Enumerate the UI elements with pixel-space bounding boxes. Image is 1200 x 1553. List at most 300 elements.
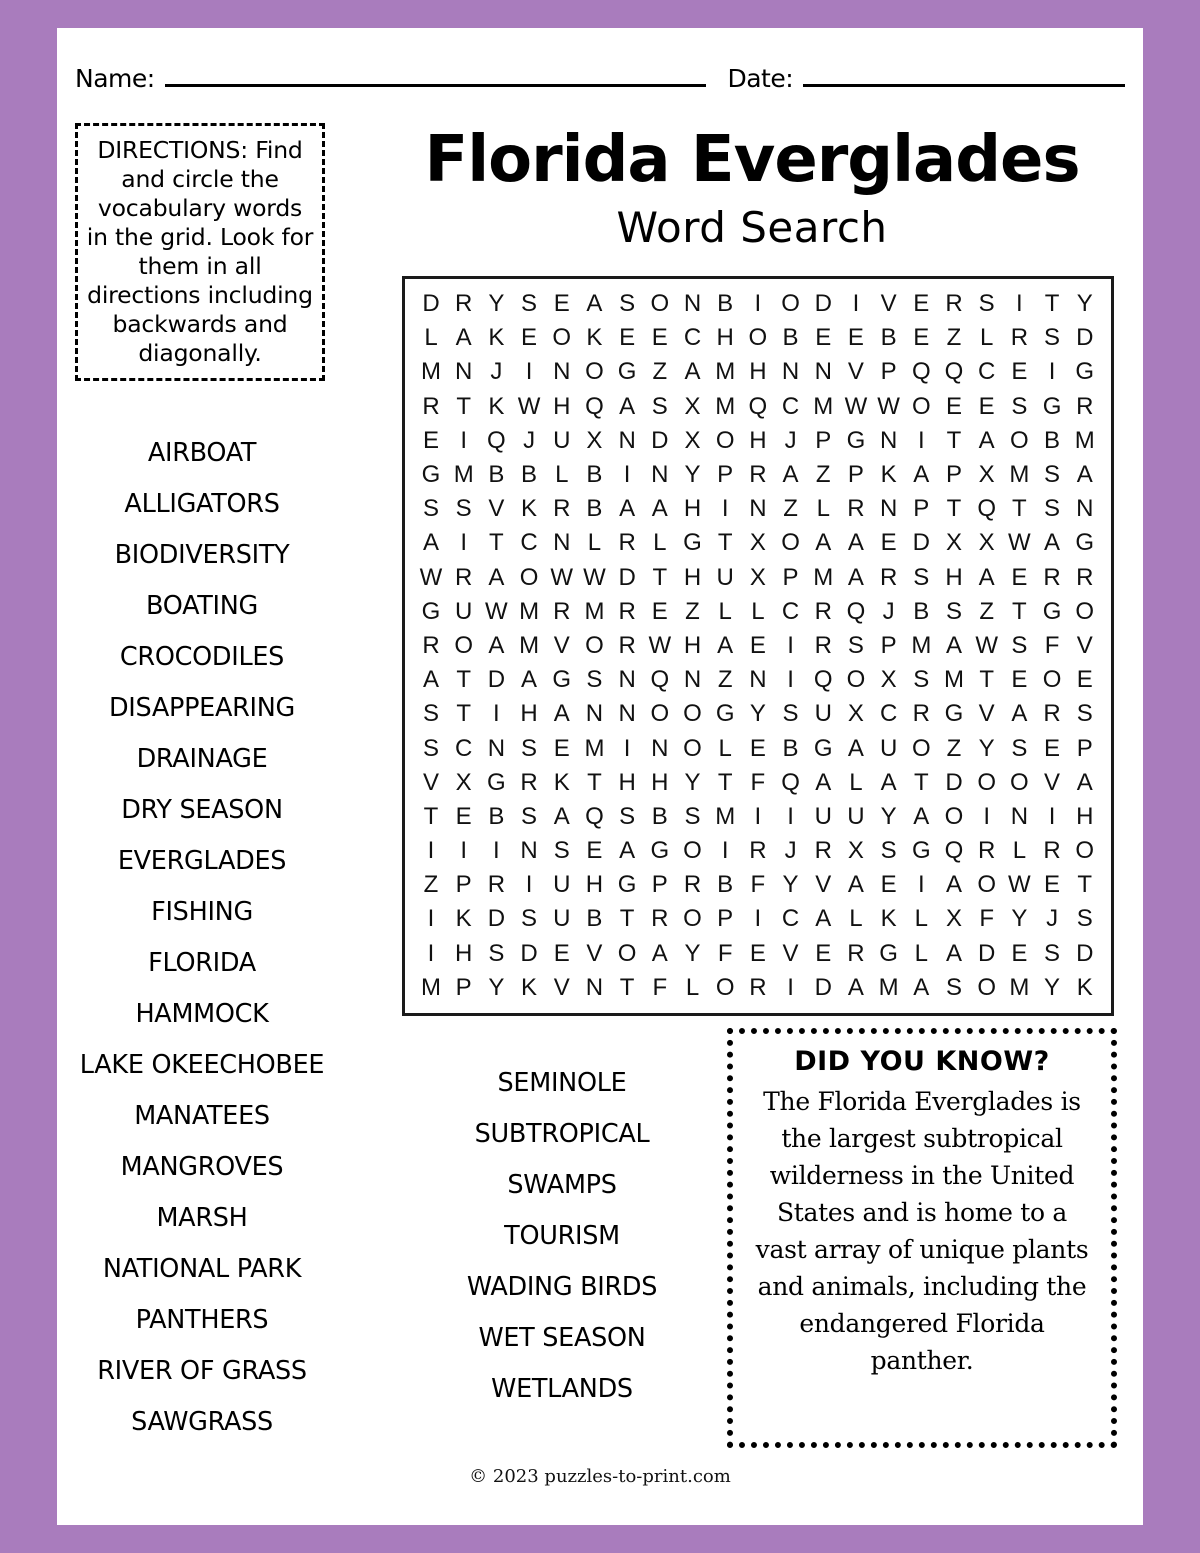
word-list-item[interactable]: PANTHERS (135, 1305, 269, 1335)
grid-letter[interactable]: V (880, 290, 897, 318)
word-list-item[interactable]: RIVER OF GRASS (97, 1356, 307, 1386)
grid-letter[interactable]: A (913, 973, 930, 1001)
grid-letter[interactable]: S (553, 837, 570, 865)
grid-letter[interactable]: W (419, 563, 443, 591)
grid-letter[interactable]: L (685, 973, 700, 1001)
grid-letter[interactable]: S (880, 837, 897, 865)
grid-letter[interactable]: I (623, 734, 631, 762)
grid-letter[interactable]: M (813, 563, 834, 591)
grid-letter[interactable]: Y (978, 734, 995, 762)
grid-letter[interactable]: P (880, 631, 897, 659)
grid-letter[interactable]: X (945, 529, 962, 557)
grid-letter[interactable]: X (684, 392, 701, 420)
grid-letter[interactable]: E (1044, 734, 1061, 762)
grid-letter[interactable]: H (553, 392, 571, 420)
grid-letter[interactable]: R (1076, 392, 1094, 420)
grid-letter[interactable]: P (717, 461, 734, 489)
grid-letter[interactable]: L (849, 905, 863, 933)
grid-letter[interactable]: Q (944, 358, 964, 386)
grid-letter[interactable]: G (846, 426, 866, 454)
grid-letter[interactable]: N (651, 461, 669, 489)
grid-letter[interactable]: V (553, 973, 570, 1001)
word-list-item[interactable]: HAMMOCK (135, 999, 269, 1029)
grid-letter[interactable]: X (945, 905, 962, 933)
grid-letter[interactable]: G (879, 939, 898, 967)
grid-letter[interactable]: E (1076, 666, 1093, 694)
grid-letter[interactable]: D (978, 939, 996, 967)
grid-letter[interactable]: F (750, 768, 766, 796)
grid-letter[interactable]: R (1043, 563, 1061, 591)
grid-letter[interactable]: E (1044, 871, 1061, 899)
word-list-item[interactable]: MANGROVES (120, 1152, 284, 1182)
grid-letter[interactable]: Y (880, 802, 897, 830)
grid-letter[interactable]: Q (650, 666, 670, 694)
grid-letter[interactable]: E (619, 324, 636, 352)
grid-letter[interactable]: H (945, 563, 963, 591)
grid-letter[interactable]: I (983, 802, 991, 830)
grid-letter[interactable]: O (781, 290, 800, 318)
grid-letter[interactable]: T (619, 905, 635, 933)
grid-letter[interactable]: I (427, 837, 435, 865)
grid-letter[interactable]: H (455, 939, 473, 967)
grid-letter[interactable]: S (521, 802, 538, 830)
grid-letter[interactable]: O (683, 905, 702, 933)
grid-letter[interactable]: U (814, 700, 832, 728)
grid-letter[interactable]: I (754, 290, 762, 318)
grid-letter[interactable]: C (520, 529, 538, 557)
grid-letter[interactable]: L (718, 597, 732, 625)
grid-letter[interactable]: K (1076, 973, 1093, 1001)
grid-letter[interactable]: V (978, 700, 995, 728)
grid-letter[interactable]: R (553, 597, 571, 625)
grid-letter[interactable]: A (455, 324, 472, 352)
grid-letter[interactable]: A (847, 529, 864, 557)
grid-letter[interactable]: G (683, 529, 702, 557)
grid-letter[interactable]: D (487, 666, 506, 694)
grid-letter[interactable]: Y (1076, 290, 1093, 318)
grid-letter[interactable]: H (683, 631, 702, 659)
grid-letter[interactable]: O (1010, 426, 1029, 454)
grid-letter[interactable]: T (1044, 290, 1060, 318)
word-search-grid[interactable] (402, 276, 1114, 1016)
grid-letter[interactable]: A (815, 768, 832, 796)
grid-letter[interactable]: B (586, 495, 603, 523)
grid-letter[interactable]: T (1012, 495, 1027, 523)
grid-letter[interactable]: P (1076, 734, 1093, 762)
grid-letter[interactable]: Z (652, 358, 668, 386)
grid-letter[interactable]: Q (911, 358, 931, 386)
grid-letter[interactable]: R (814, 597, 832, 625)
grid-letter[interactable]: B (586, 905, 603, 933)
grid-letter[interactable]: G (487, 768, 506, 796)
grid-letter[interactable]: I (917, 426, 925, 454)
grid-letter[interactable]: S (945, 973, 962, 1001)
grid-letter[interactable]: R (422, 631, 440, 659)
grid-letter[interactable]: U (455, 597, 473, 625)
word-list-item[interactable]: AIRBOAT (147, 438, 257, 468)
grid-letter[interactable]: U (879, 734, 898, 762)
grid-letter[interactable]: G (813, 734, 833, 762)
grid-letter[interactable]: U (553, 426, 571, 454)
grid-letter[interactable]: B (1044, 426, 1061, 454)
grid-letter[interactable]: D (618, 563, 636, 591)
grid-letter[interactable]: L (587, 529, 602, 557)
word-list-item[interactable]: SAWGRASS (131, 1407, 273, 1437)
grid-letter[interactable]: A (1011, 700, 1028, 728)
grid-letter[interactable]: P (651, 871, 668, 899)
grid-letter[interactable]: C (683, 324, 702, 352)
grid-letter[interactable]: T (946, 426, 962, 454)
grid-letter[interactable]: L (1012, 837, 1027, 865)
grid-letter[interactable]: B (521, 461, 538, 489)
grid-letter[interactable]: G (617, 871, 637, 899)
grid-letter[interactable]: T (913, 768, 929, 796)
word-list-item[interactable]: MARSH (156, 1203, 248, 1233)
grid-letter[interactable]: A (945, 939, 962, 967)
grid-letter[interactable]: S (651, 392, 668, 420)
grid-letter[interactable]: L (751, 597, 765, 625)
word-list-item[interactable]: FISHING (151, 897, 253, 927)
grid-letter[interactable]: O (585, 631, 604, 659)
grid-letter[interactable]: P (455, 973, 472, 1001)
grid-letter[interactable]: T (652, 563, 668, 591)
grid-letter[interactable]: B (782, 324, 799, 352)
grid-letter[interactable]: M (878, 973, 899, 1001)
grid-letter[interactable]: J (523, 426, 536, 454)
grid-letter[interactable]: X (749, 529, 766, 557)
grid-letter[interactable]: T (456, 392, 472, 420)
word-list-item[interactable]: DISAPPEARING (108, 693, 296, 723)
grid-letter[interactable]: O (1010, 768, 1029, 796)
grid-letter[interactable]: R (847, 495, 865, 523)
grid-letter[interactable]: N (683, 290, 702, 318)
grid-letter[interactable]: G (1042, 597, 1062, 625)
grid-letter[interactable]: E (749, 939, 766, 967)
grid-letter[interactable]: M (1009, 461, 1030, 489)
grid-letter[interactable]: X (455, 768, 472, 796)
grid-letter[interactable]: R (455, 563, 473, 591)
grid-letter[interactable]: M (519, 597, 540, 625)
grid-letter[interactable]: M (519, 631, 540, 659)
grid-letter[interactable]: E (847, 324, 864, 352)
grid-letter[interactable]: S (684, 802, 701, 830)
grid-letter[interactable]: X (978, 461, 995, 489)
grid-letter[interactable]: Y (684, 939, 701, 967)
grid-letter[interactable]: N (618, 666, 636, 694)
grid-letter[interactable]: M (911, 631, 932, 659)
grid-letter[interactable]: S (1044, 939, 1061, 967)
grid-letter[interactable]: V (1044, 768, 1061, 796)
grid-letter[interactable]: B (717, 871, 734, 899)
grid-letter[interactable]: I (427, 939, 435, 967)
grid-letter[interactable]: O (519, 563, 539, 591)
grid-letter[interactable]: D (1076, 939, 1094, 967)
grid-letter[interactable]: G (421, 597, 441, 625)
grid-letter[interactable]: N (749, 495, 767, 523)
grid-letter[interactable]: H (716, 324, 734, 352)
grid-letter[interactable]: A (422, 529, 439, 557)
grid-letter[interactable]: S (619, 802, 636, 830)
grid-letter[interactable]: A (782, 461, 799, 489)
grid-letter[interactable]: D (814, 290, 832, 318)
grid-letter[interactable]: K (553, 768, 570, 796)
grid-letter[interactable]: A (619, 495, 636, 523)
grid-letter[interactable]: I (787, 973, 794, 1001)
grid-letter[interactable]: M (715, 392, 736, 420)
grid-letter[interactable]: Q (813, 666, 833, 694)
grid-letter[interactable]: T (619, 973, 635, 1001)
grid-letter[interactable]: P (782, 563, 799, 591)
word-list-item[interactable]: EVERGLADES (117, 846, 287, 876)
grid-letter[interactable]: F (652, 973, 668, 1001)
grid-letter[interactable]: V (847, 358, 864, 386)
grid-letter[interactable]: A (1076, 768, 1093, 796)
grid-letter[interactable]: R (618, 631, 636, 659)
grid-letter[interactable]: S (488, 939, 505, 967)
grid-letter[interactable]: S (1076, 905, 1093, 933)
grid-letter[interactable]: O (585, 358, 604, 386)
grid-letter[interactable]: R (978, 837, 996, 865)
grid-letter[interactable]: C (455, 734, 473, 762)
grid-letter[interactable]: F (979, 905, 995, 933)
grid-letter[interactable]: K (455, 905, 472, 933)
grid-letter[interactable]: O (650, 290, 670, 318)
grid-letter[interactable]: D (912, 529, 930, 557)
grid-letter[interactable]: T (717, 768, 733, 796)
grid-letter[interactable]: A (847, 734, 864, 762)
grid-letter[interactable]: S (1044, 495, 1061, 523)
grid-letter[interactable]: X (847, 837, 864, 865)
grid-letter[interactable]: A (684, 358, 701, 386)
grid-letter[interactable]: C (879, 700, 898, 728)
grid-letter[interactable]: D (422, 290, 440, 318)
word-list-item[interactable]: WADING BIRDS (466, 1272, 658, 1302)
grid-letter[interactable]: V (488, 495, 505, 523)
grid-letter[interactable]: Q (846, 597, 866, 625)
grid-letter[interactable]: I (493, 700, 500, 728)
word-list-item[interactable]: WET SEASON (478, 1323, 646, 1353)
grid-letter[interactable]: K (880, 905, 897, 933)
grid-letter[interactable]: S (978, 290, 995, 318)
grid-letter[interactable]: E (553, 734, 570, 762)
grid-letter[interactable]: O (715, 426, 735, 454)
grid-letter[interactable]: B (913, 597, 930, 625)
grid-letter[interactable]: A (422, 666, 439, 694)
grid-letter[interactable]: R (1043, 837, 1061, 865)
word-list-item[interactable]: LAKE OKEECHOBEE (79, 1050, 325, 1080)
grid-letter[interactable]: Q (585, 802, 604, 830)
word-list-item[interactable]: ALLIGATORS (124, 489, 280, 519)
grid-letter[interactable]: C (781, 597, 800, 625)
grid-letter[interactable]: B (488, 802, 505, 830)
grid-letter[interactable]: O (911, 734, 931, 762)
grid-letter[interactable]: N (781, 358, 800, 386)
grid-letter[interactable]: T (946, 495, 962, 523)
grid-letter[interactable]: A (815, 905, 832, 933)
grid-letter[interactable]: J (1046, 905, 1059, 933)
grid-letter[interactable]: D (945, 768, 963, 796)
grid-letter[interactable]: L (914, 905, 928, 933)
grid-letter[interactable]: O (944, 802, 964, 830)
grid-letter[interactable]: I (787, 631, 794, 659)
grid-letter[interactable]: N (520, 837, 538, 865)
grid-letter[interactable]: U (553, 905, 571, 933)
grid-letter[interactable]: I (493, 837, 500, 865)
grid-letter[interactable]: S (521, 734, 538, 762)
grid-letter[interactable]: I (852, 290, 860, 318)
grid-letter[interactable]: E (586, 837, 603, 865)
grid-letter[interactable]: A (1044, 529, 1061, 557)
grid-letter[interactable]: V (782, 939, 799, 967)
grid-letter[interactable]: X (880, 666, 897, 694)
grid-letter[interactable]: M (715, 358, 736, 386)
grid-letter[interactable]: H (520, 700, 538, 728)
grid-letter[interactable]: S (422, 700, 439, 728)
grid-letter[interactable]: G (944, 700, 964, 728)
grid-letter[interactable]: O (454, 631, 474, 659)
grid-letter[interactable]: S (422, 495, 439, 523)
grid-letter[interactable]: A (651, 939, 668, 967)
grid-letter[interactable]: O (617, 939, 637, 967)
grid-letter[interactable]: O (1042, 666, 1062, 694)
grid-letter[interactable]: H (1076, 802, 1094, 830)
grid-letter[interactable]: T (717, 529, 733, 557)
grid-letter[interactable]: A (978, 426, 995, 454)
grid-letter[interactable]: V (815, 871, 832, 899)
grid-letter[interactable]: B (586, 461, 603, 489)
grid-letter[interactable]: H (618, 768, 636, 796)
grid-letter[interactable]: Y (488, 290, 505, 318)
grid-letter[interactable]: P (455, 871, 472, 899)
grid-letter[interactable]: E (422, 426, 439, 454)
grid-letter[interactable]: J (882, 597, 895, 625)
grid-letter[interactable]: T (456, 700, 472, 728)
grid-letter[interactable]: A (488, 563, 505, 591)
grid-letter[interactable]: Y (1044, 973, 1061, 1001)
grid-letter[interactable]: E (553, 290, 570, 318)
grid-letter[interactable]: Z (946, 324, 962, 352)
grid-letter[interactable]: G (715, 700, 735, 728)
grid-letter[interactable]: A (717, 631, 734, 659)
grid-letter[interactable]: E (1011, 666, 1028, 694)
grid-letter[interactable]: O (977, 973, 997, 1001)
grid-letter[interactable]: A (553, 802, 570, 830)
word-list-item[interactable]: BOATING (146, 591, 258, 621)
grid-letter[interactable]: L (555, 461, 569, 489)
grid-letter[interactable]: I (787, 802, 794, 830)
grid-letter[interactable]: W (844, 392, 868, 420)
grid-letter[interactable]: P (847, 461, 864, 489)
grid-letter[interactable]: A (815, 529, 832, 557)
grid-letter[interactable]: N (618, 426, 636, 454)
grid-letter[interactable]: P (815, 426, 832, 454)
grid-letter[interactable]: S (1011, 631, 1028, 659)
grid-letter[interactable]: I (460, 426, 468, 454)
grid-letter[interactable]: D (487, 905, 506, 933)
grid-letter[interactable]: I (460, 837, 468, 865)
grid-letter[interactable]: X (978, 529, 995, 557)
word-list-item[interactable]: CROCODILES (119, 642, 285, 672)
grid-letter[interactable]: E (913, 290, 930, 318)
grid-letter[interactable]: S (1076, 700, 1093, 728)
grid-letter[interactable]: J (784, 426, 797, 454)
grid-letter[interactable]: I (754, 905, 762, 933)
word-list-item[interactable]: SWAMPS (507, 1170, 617, 1200)
grid-letter[interactable]: D (1076, 324, 1094, 352)
grid-letter[interactable]: O (715, 973, 735, 1001)
grid-letter[interactable]: R (520, 768, 538, 796)
grid-letter[interactable]: V (553, 631, 570, 659)
grid-letter[interactable]: R (422, 392, 440, 420)
grid-letter[interactable]: Z (815, 461, 831, 489)
grid-letter[interactable]: A (553, 700, 570, 728)
grid-letter[interactable]: S (1044, 324, 1061, 352)
grid-letter[interactable]: N (814, 358, 832, 386)
word-list-item[interactable]: BIODIVERSITY (114, 540, 290, 570)
grid-letter[interactable]: K (521, 495, 538, 523)
grid-letter[interactable]: D (651, 426, 669, 454)
grid-letter[interactable]: W (485, 597, 508, 625)
grid-letter[interactable]: W (1008, 871, 1031, 899)
word-list-item[interactable]: FLORIDA (148, 948, 256, 978)
word-list-item[interactable]: NATIONAL PARK (102, 1254, 302, 1284)
grid-letter[interactable]: V (586, 939, 603, 967)
grid-letter[interactable]: I (460, 529, 468, 557)
grid-letter[interactable]: U (553, 871, 571, 899)
grid-letter[interactable]: K (488, 392, 505, 420)
grid-letter[interactable]: R (749, 973, 767, 1001)
grid-letter[interactable]: T (456, 666, 472, 694)
grid-letter[interactable]: R (455, 290, 473, 318)
grid-letter[interactable]: M (453, 461, 474, 489)
grid-letter[interactable]: T (1077, 871, 1093, 899)
grid-letter[interactable]: A (978, 563, 995, 591)
grid-letter[interactable]: E (880, 871, 897, 899)
grid-letter[interactable]: A (945, 871, 962, 899)
grid-letter[interactable]: I (917, 871, 925, 899)
word-list-item[interactable]: DRY SEASON (121, 795, 283, 825)
grid-letter[interactable]: Z (946, 734, 962, 762)
grid-letter[interactable]: Y (1011, 905, 1028, 933)
grid-letter[interactable]: A (619, 837, 636, 865)
grid-letter[interactable]: W (877, 392, 900, 420)
grid-letter[interactable]: J (784, 837, 797, 865)
grid-letter[interactable]: N (455, 358, 473, 386)
grid-letter[interactable]: G (1075, 529, 1095, 557)
grid-letter[interactable]: H (749, 426, 767, 454)
grid-letter[interactable]: W (583, 563, 606, 591)
grid-letter[interactable]: M (421, 973, 441, 1001)
grid-letter[interactable]: F (1044, 631, 1060, 659)
grid-letter[interactable]: S (1011, 734, 1028, 762)
grid-letter[interactable]: O (552, 324, 572, 352)
grid-letter[interactable]: I (525, 871, 533, 899)
grid-letter[interactable]: E (553, 939, 570, 967)
grid-letter[interactable]: A (488, 631, 505, 659)
grid-letter[interactable]: E (1011, 563, 1028, 591)
grid-letter[interactable]: O (1075, 597, 1095, 625)
grid-letter[interactable]: P (880, 358, 897, 386)
grid-letter[interactable]: O (683, 700, 702, 728)
word-list-item[interactable]: SEMINOLE (497, 1068, 627, 1098)
grid-letter[interactable]: E (651, 324, 668, 352)
grid-letter[interactable]: S (422, 734, 439, 762)
word-list-item[interactable]: TOURISM (504, 1221, 620, 1251)
grid-letter[interactable]: I (721, 495, 729, 523)
grid-letter[interactable]: L (424, 324, 438, 352)
grid-letter[interactable]: G (617, 358, 637, 386)
grid-letter[interactable]: A (1076, 461, 1093, 489)
